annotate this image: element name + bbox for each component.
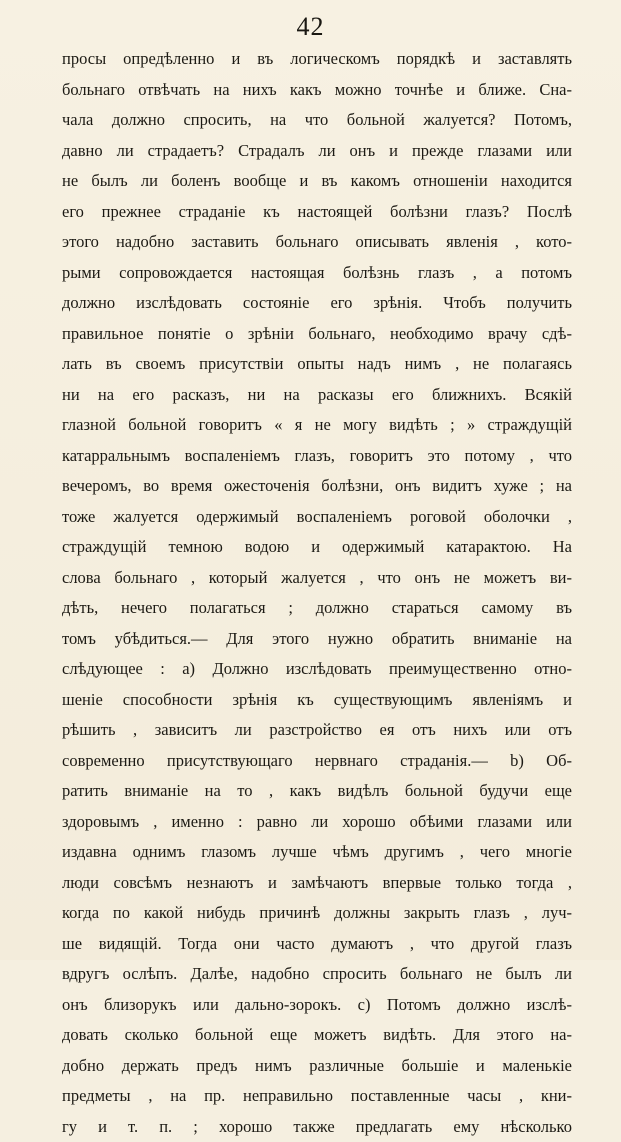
text-line: страждущій темною водою и одержимый катарактою. На [62, 532, 572, 563]
text-line: лать въ своемъ присутствіи опыты надъ нимъ , не полагаясь [62, 349, 572, 380]
text-line: не былъ ли боленъ вообще и въ какомъ отношеніи находится [62, 166, 572, 197]
text-line: чала должно спросить, на что больной жалуется? Потомъ, [62, 105, 572, 136]
text-line: томъ убѣдиться.— Для этого нужно обратить вниманіе на [62, 624, 572, 655]
text-line: предметы , на пр. неправильно поставленные часы , кни- [62, 1081, 572, 1112]
text-line: давно ли страдаетъ? Страдалъ ли онъ и прежде глазами или [62, 136, 572, 167]
text-line: этого надобно заставить больнаго описывать явленія , кото- [62, 227, 572, 258]
text-line: правильное понятіе о зрѣніи больнаго, необходимо врачу сдѣ- [62, 319, 572, 350]
text-line: глазной больной говоритъ « я не могу видѣть ; » страждущій [62, 410, 572, 441]
text-line: издавна однимъ глазомъ лучше чѣмъ другимъ , чего многіе [62, 837, 572, 868]
text-line: вечеромъ, во время ожесточенія болѣзни, онъ видитъ хуже ; на [62, 471, 572, 502]
text-line: ше видящій. Тогда они часто думаютъ , что другой глазъ [62, 929, 572, 960]
text-line: его прежнее страданіе къ настоящей болѣзни глазъ? Послѣ [62, 197, 572, 228]
text-line: больнаго отвѣчать на нихъ какъ можно точнѣе и ближе. Сна- [62, 75, 572, 106]
text-line: должно изслѣдовать состояніе его зрѣнія. Чтобъ получить [62, 288, 572, 319]
text-line: добно держать предъ нимъ различные большіе и маленькіе [62, 1051, 572, 1082]
text-line: ратить вниманіе на то , какъ видѣлъ больной будучи еще [62, 776, 572, 807]
text-line: здоровымъ , именно : равно ли хорошо обѣими глазами или [62, 807, 572, 838]
text-line: современно присутствующаго нервнаго страданія.— b) Об- [62, 746, 572, 777]
body-text [62, 44, 572, 1142]
text-line: просы опредѣленно и въ логическомъ порядкѣ и заставлять [62, 44, 572, 75]
text-line: онъ близорукъ или дально-зорокъ. c) Потомъ должно изслѣ- [62, 990, 572, 1021]
page-number: 42 [0, 12, 621, 42]
text-line: люди совсѣмъ незнаютъ и замѣчаютъ впервые только тогда , [62, 868, 572, 899]
text-line: дѣть, нечего полагаться ; должно стараться самому въ [62, 593, 572, 624]
text-line: слѣдующее : a) Должно изслѣдовать преимущественно отно- [62, 654, 572, 685]
text-line: ни на его расказъ, ни на расказы его ближнихъ. Всякій [62, 380, 572, 411]
text-line: слова больнаго , который жалуется , что онъ не можетъ ви- [62, 563, 572, 594]
text-line: рыми сопровождается настоящая болѣзнь глазъ , а потомъ [62, 258, 572, 289]
text-line: когда по какой нибудь причинѣ должны закрыть глазъ , луч- [62, 898, 572, 929]
text-line: шеніе способности зрѣнія къ существующимъ явленіямъ и [62, 685, 572, 716]
text-line: вдругъ ослѣпъ. Далѣе, надобно спросить больнаго не былъ ли [62, 959, 572, 990]
text-line: рѣшить , зависитъ ли разстройство ея отъ нихъ или отъ [62, 715, 572, 746]
text-line: довать сколько больной еще можетъ видѣть. Для этого на- [62, 1020, 572, 1051]
text-line: гу и т. п. ; хорошо также предлагать ему нѣсколько [62, 1112, 572, 1142]
text-line: катарральнымъ воспаленіемъ глазъ, говоритъ это потому , что [62, 441, 572, 472]
text-line: тоже жалуется одержимый воспаленіемъ роговой оболочки , [62, 502, 572, 533]
